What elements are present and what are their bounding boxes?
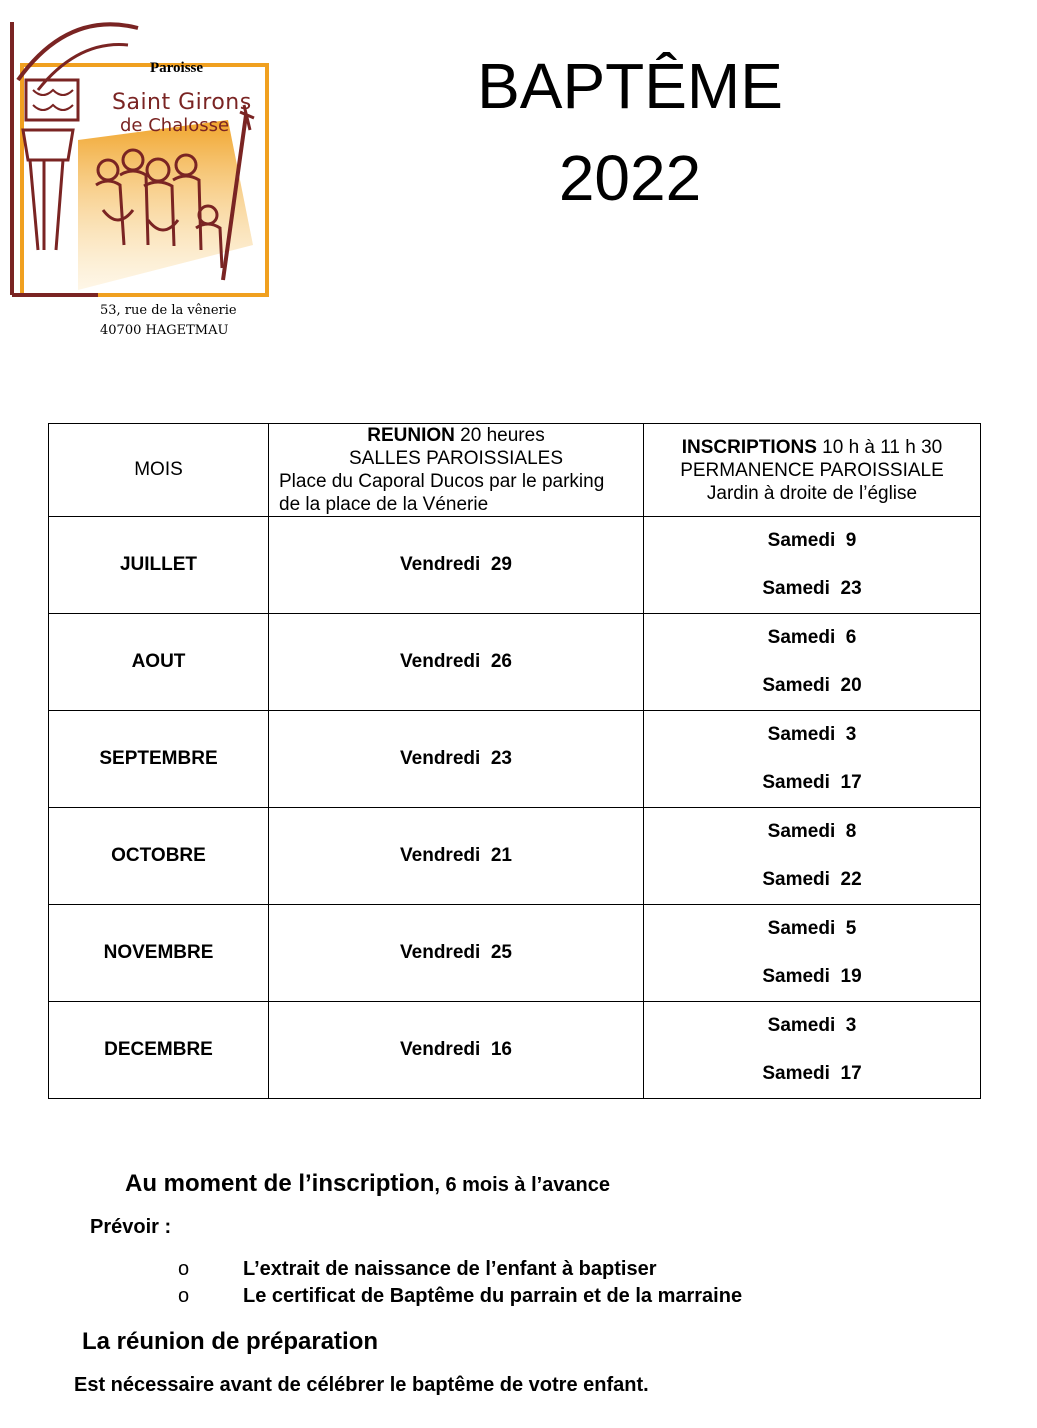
prevoir-label: Prévoir : (90, 1216, 172, 1238)
header-reunion-time: 20 heures (454, 425, 545, 446)
table-header-row (49, 424, 981, 517)
row-reunion-date: Vendredi 21 (269, 808, 644, 905)
row-inscription-date: Samedi 23 (762, 578, 862, 599)
table-row (49, 1002, 981, 1099)
header-reunion-bold: REUNION (367, 425, 455, 446)
logo-parish-name: Saint Girons (112, 90, 252, 115)
table-row (49, 517, 981, 614)
logo-paroisse-label: Paroisse (150, 60, 204, 76)
row-inscriptions (644, 905, 981, 1002)
list-item (178, 1258, 657, 1281)
row-month: JUILLET (49, 517, 269, 614)
header-inscriptions (644, 424, 981, 517)
row-reunion-date: Vendredi 16 (269, 1002, 644, 1099)
header-inscr-bold: INSCRIPTIONS (681, 436, 817, 458)
row-inscription-date: Samedi 17 (762, 772, 862, 793)
row-month: SEPTEMBRE (49, 711, 269, 808)
row-inscriptions (644, 614, 981, 711)
logo-parish-name-line2: de Chalosse (120, 115, 230, 136)
bullet-icon: o (178, 1258, 190, 1280)
list-item-text: L’extrait de naissance de l’enfant à baptiser (243, 1258, 657, 1280)
reunion-heading: La réunion de préparation (82, 1328, 379, 1355)
row-inscription-date: Samedi 20 (762, 675, 862, 696)
inscription-heading (125, 1170, 610, 1198)
inscription-heading-text: Au moment de l’inscription (125, 1170, 435, 1197)
row-inscription-date: Samedi 5 (767, 918, 857, 939)
page-title (420, 40, 840, 224)
header-reunion-address2: de la place de la Vénerie (279, 494, 489, 515)
row-month: AOUT (49, 614, 269, 711)
parish-address-city: 40700 HAGETMAU (100, 323, 229, 338)
baptism-schedule-table (48, 423, 981, 1099)
row-inscriptions (644, 711, 981, 808)
header-inscr-time: 10 h à 11 h 30 (816, 436, 943, 458)
row-reunion-date: Vendredi 26 (269, 614, 644, 711)
header-mois: MOIS (49, 424, 269, 517)
header-reunion-address: Place du Caporal Ducos par le parking (279, 471, 605, 492)
row-reunion-date: Vendredi 25 (269, 905, 644, 1002)
row-inscription-date: Samedi 3 (767, 1015, 857, 1036)
row-inscription-date: Samedi 9 (767, 530, 857, 551)
header-inscr-location: PERMANENCE PAROISSIALE (680, 459, 944, 481)
title-year: 2022 (558, 142, 702, 214)
table-row (49, 808, 981, 905)
reunion-text: Est nécessaire avant de célébrer le baptême de votre enfant. (74, 1374, 649, 1396)
row-reunion-date: Vendredi 23 (269, 711, 644, 808)
row-inscription-date: Samedi 6 (767, 627, 857, 648)
row-inscription-date: Samedi 17 (762, 1063, 862, 1084)
list-item-text: Le certificat de Baptême du parrain et de la marraine (243, 1285, 743, 1307)
inscription-delay: , 6 mois à l’avance (434, 1174, 611, 1196)
header-inscr-address: Jardin à droite de l’église (706, 482, 918, 504)
parish-logo (8, 20, 278, 338)
list-item (178, 1285, 742, 1308)
table-row (49, 905, 981, 1002)
row-inscriptions (644, 517, 981, 614)
bullet-icon: o (178, 1285, 190, 1307)
row-month: NOVEMBRE (49, 905, 269, 1002)
parish-address-street: 53, rue de la vênerie (100, 303, 237, 318)
header-reunion-location: SALLES PAROISSIALES (348, 448, 564, 469)
row-inscription-date: Samedi 3 (767, 724, 857, 745)
title-line1: BAPTÊME (477, 50, 783, 122)
row-inscriptions (644, 808, 981, 905)
header-reunion (269, 424, 644, 517)
row-inscriptions (644, 1002, 981, 1099)
row-reunion-date: Vendredi 29 (269, 517, 644, 614)
row-inscription-date: Samedi 22 (762, 869, 862, 890)
row-month: DECEMBRE (49, 1002, 269, 1099)
table-row (49, 614, 981, 711)
row-month: OCTOBRE (49, 808, 269, 905)
table-row (49, 711, 981, 808)
row-inscription-date: Samedi 19 (762, 966, 862, 987)
parish-logo-illustration (8, 20, 278, 305)
row-inscription-date: Samedi 8 (767, 821, 857, 842)
